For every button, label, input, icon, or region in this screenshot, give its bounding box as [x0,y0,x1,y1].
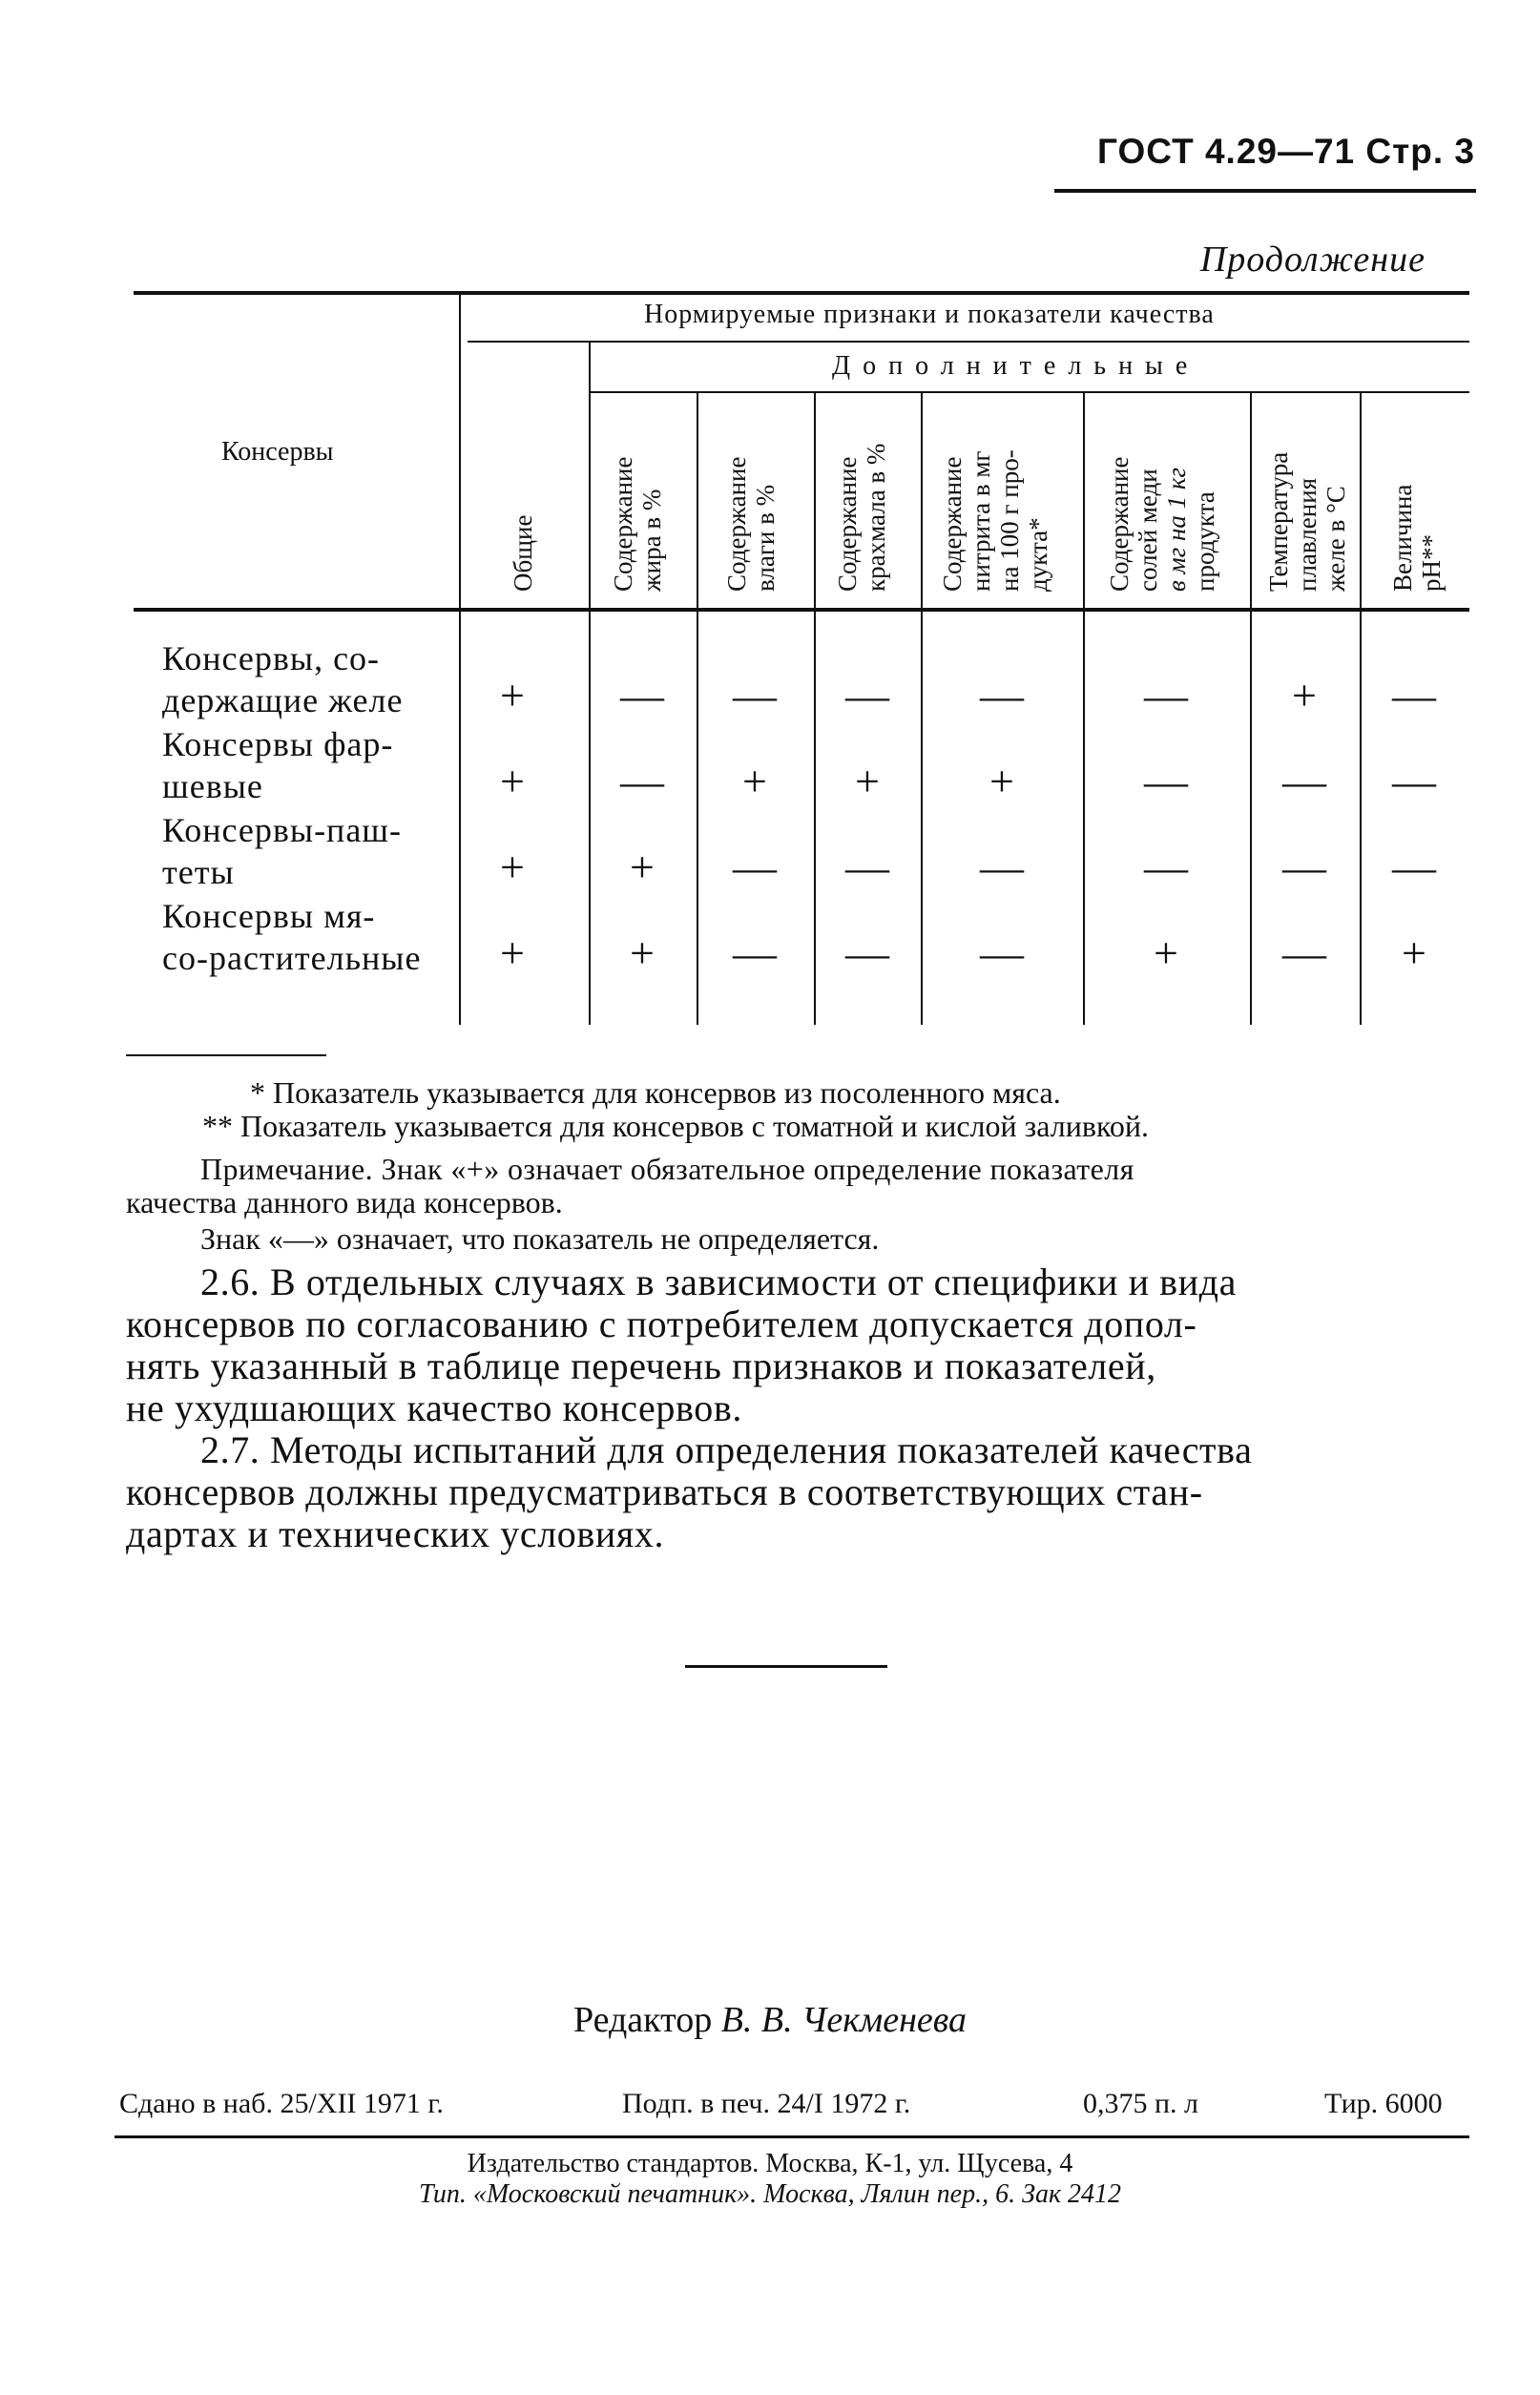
table-cell-mark: — [1392,843,1436,891]
table-cell-mark: + [1292,671,1317,719]
table-cell-mark: — [1144,757,1188,805]
table-cell-mark: — [733,843,777,891]
para-2-6-line: нять указанный в таблице перечень признаков и показателей, [126,1344,1156,1387]
imprint-rule [114,2135,1469,2138]
page-header: ГОСТ 4.29—71 Стр. 3 [1097,132,1475,171]
col-header-nitrite: Содержание нитрита в мг на 100 г про- дукта* [938,449,1052,592]
table-cell-mark: + [1402,928,1426,977]
table-col-line [589,341,591,1025]
table-group-caption: Дополнительные [832,351,1200,381]
table-rule [589,391,1469,393]
para-2-7-line: консервов должны предусматриваться в соответствующих стан- [126,1470,1203,1513]
table-rule [468,341,1469,343]
table-row-header: Консервы [221,437,334,467]
col-header-general: Общие [509,514,537,592]
para-2-6-line: не ухудшающих качество консервов. [126,1386,742,1429]
footnote-rule [126,1054,326,1056]
print-run: Тир. 6000 [1324,2088,1443,2119]
table-cell-mark: + [1154,928,1178,977]
table-col-line [1360,391,1362,1025]
table-top-caption: Нормируемые признаки и показатели качества [644,300,1215,329]
remark-line-2: качества данного вида консервов. [126,1185,563,1219]
publisher-line: Издательство стандартов. Москва, К-1, ул. Щусева, 4 [467,2149,1073,2178]
table-cell-mark: — [1282,928,1326,977]
table-cell-mark: — [1144,843,1188,891]
editor-line: Редактор В. В. Чекменева [572,2000,968,2040]
table-cell-mark: + [500,843,525,891]
row-label-stuffed: Консервы фар- шевые [162,725,394,805]
table-cell-mark: + [989,757,1014,805]
signed-date: Подп. в печ. 24/I 1972 г. [622,2088,911,2119]
col-header-copper: Содержание солей меди в мг на 1 кг продукта [1105,456,1219,592]
table-cell-mark: + [500,928,525,977]
table-col-line [814,391,816,1025]
table-cell-mark: — [1282,843,1326,891]
remark-line-1: Примечание. Знак «+» означает обязательное определение показателя [200,1152,1134,1186]
table-header-rule [134,608,1469,612]
table-cell-mark: — [980,928,1024,977]
table-cell-mark: — [845,843,889,891]
col-header-fat: Содержание жира в % [609,456,666,592]
table-cell-mark: + [500,671,525,719]
col-header-melt-temp: Температура плавления желе в °С [1264,451,1350,592]
col-header-moisture: Содержание влаги в % [722,456,780,592]
sheets-count: 0,375 п. л [1083,2088,1199,2119]
table-cell-mark: — [1392,671,1436,719]
table-cell-mark: — [733,928,777,977]
table-cell-mark: — [620,757,664,805]
table-col-line [1250,391,1252,1025]
row-label-meat-veg: Консервы мя- со-растительные [162,897,422,977]
table-cell-mark: — [1144,671,1188,719]
table-col-line [921,391,923,1025]
row-label-jelly: Консервы, со- держащие желе [162,639,404,719]
table-cell-mark: — [620,671,664,719]
table-cell-mark: + [500,757,525,805]
table-cell-mark: — [733,671,777,719]
para-2-6-line: 2.6. В отдельных случаях в зависимости от специфики и вида [200,1260,1237,1303]
table-top-rule [134,291,1469,295]
row-label-pate: Консервы-паш- теты [162,811,403,891]
header-rule [1054,189,1476,193]
table-col-line [1083,391,1085,1025]
table-cell-mark: — [980,671,1024,719]
footnote-1: * Показатель указывается для консервов из посоленного мяса. [250,1075,1061,1110]
table-cell-mark: — [980,843,1024,891]
table-cell-mark: + [630,843,655,891]
col-header-ph: Величина pH** [1388,484,1446,592]
col-header-starch: Содержание крахмала в % [833,443,890,592]
table-cell-mark: + [855,757,880,805]
printer-line: Тип. «Московский печатник». Москва, Лялин пер., 6. Зак 2412 [418,2179,1122,2209]
table-cell-mark: — [845,928,889,977]
table-cell-mark: — [1282,757,1326,805]
table-cell-mark: + [742,757,767,805]
para-2-7-line: дартах и технических условиях. [126,1512,665,1555]
table-cell-mark: — [845,671,889,719]
continuation-label: Продолжение [1199,240,1426,280]
table-col-line [459,295,461,1025]
para-2-7-line: 2.7. Методы испытаний для определения показателей качества [200,1428,1253,1471]
table-col-line [697,391,698,1025]
table-cell-mark: + [630,928,655,977]
remark-line-3: Знак «—» означает, что показатель не определяется. [200,1221,880,1256]
para-2-6-line: консервов по согласованию с потребителем допускается допол- [126,1302,1197,1345]
table-cell-mark: — [1392,757,1436,805]
submitted-date: Сдано в наб. 25/XII 1971 г. [119,2088,444,2119]
footnote-2: ** Показатель указывается для консервов с томатной и кислой заливкой. [202,1109,1150,1143]
section-end-rule [685,1665,887,1668]
